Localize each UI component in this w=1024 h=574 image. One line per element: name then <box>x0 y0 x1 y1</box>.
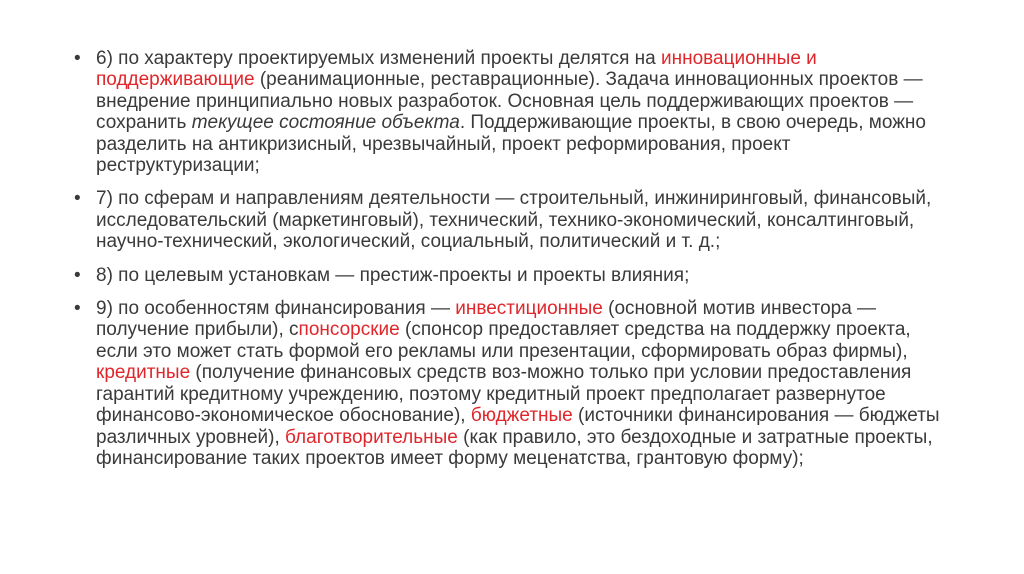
bullet-dot: • <box>74 188 81 210</box>
bullet-text: 8) по целевым установкам — престиж-проекты и проекты влияния; <box>96 264 690 286</box>
highlighted-term: инвестиционные <box>455 298 603 320</box>
bullet-dot: • <box>74 264 81 286</box>
bullet-text: (источники финансирования — бюджеты различных уровней), <box>96 405 940 448</box>
bullet-item <box>74 265 954 286</box>
bullet-text: 6) по характеру проектируемых изменений проекты делятся на <box>96 48 661 69</box>
bullet-list <box>74 48 954 481</box>
bullet-text: 7) по сферам и направлениям деятельности — строительный, инжиниринговый, финансовый, исследовательский (маркетинговый), технический, технико-экономический, консалтинговый, научно-технический, экологический, социальный, политический и т. д.; <box>96 188 932 253</box>
bullet-item <box>74 188 954 252</box>
bullet-text: . Поддерживающие проекты, в свою очередь, можно разделить на антикризисный, чрезвычайный, проект реформирования, проект реструктуризации; <box>96 112 926 177</box>
highlighted-term: инновационные и поддерживающие <box>96 48 817 91</box>
highlighted-term: бюджетные <box>470 405 573 427</box>
bullet-item <box>74 48 954 176</box>
bullet-text: (основной мотив инвестора — получение прибыли), с <box>96 298 877 341</box>
bullet-text: 9) по особенностям финансирования — <box>96 298 456 320</box>
bullet-text: (получение финансовых средств воз-можно только при условии предоставления гарантий кредитному учреждению, поэтому кредитный проект предполагает развернутое финансово-экономическое обоснование), <box>96 362 912 427</box>
highlighted-term: благотворительные <box>285 426 458 448</box>
bullet-text: (как правило, это бездоходные и затратные проекты, финансирование таких проектов имеет форму меценатства, грантовую форму); <box>96 426 933 469</box>
bullet-dot: • <box>74 298 81 320</box>
highlighted-term: кредитные <box>96 362 191 384</box>
bullet-dot: • <box>74 48 81 69</box>
bullet-text: (спонсор предоставляет средства на поддержку проекта, если это может стать формой его рекламы или презентации, сформировать образ фирмы), <box>96 319 911 362</box>
bullet-text: (реанимационные, реставрационные). Задача инновационных проектов — внедрение принципиально новых разработок. Основная цель поддерживающих проектов — сохранить <box>96 69 923 134</box>
emphasized-text: текущее состояние объекта <box>191 112 460 134</box>
highlighted-term: понсорские <box>298 319 400 341</box>
bullet-item <box>74 298 954 469</box>
